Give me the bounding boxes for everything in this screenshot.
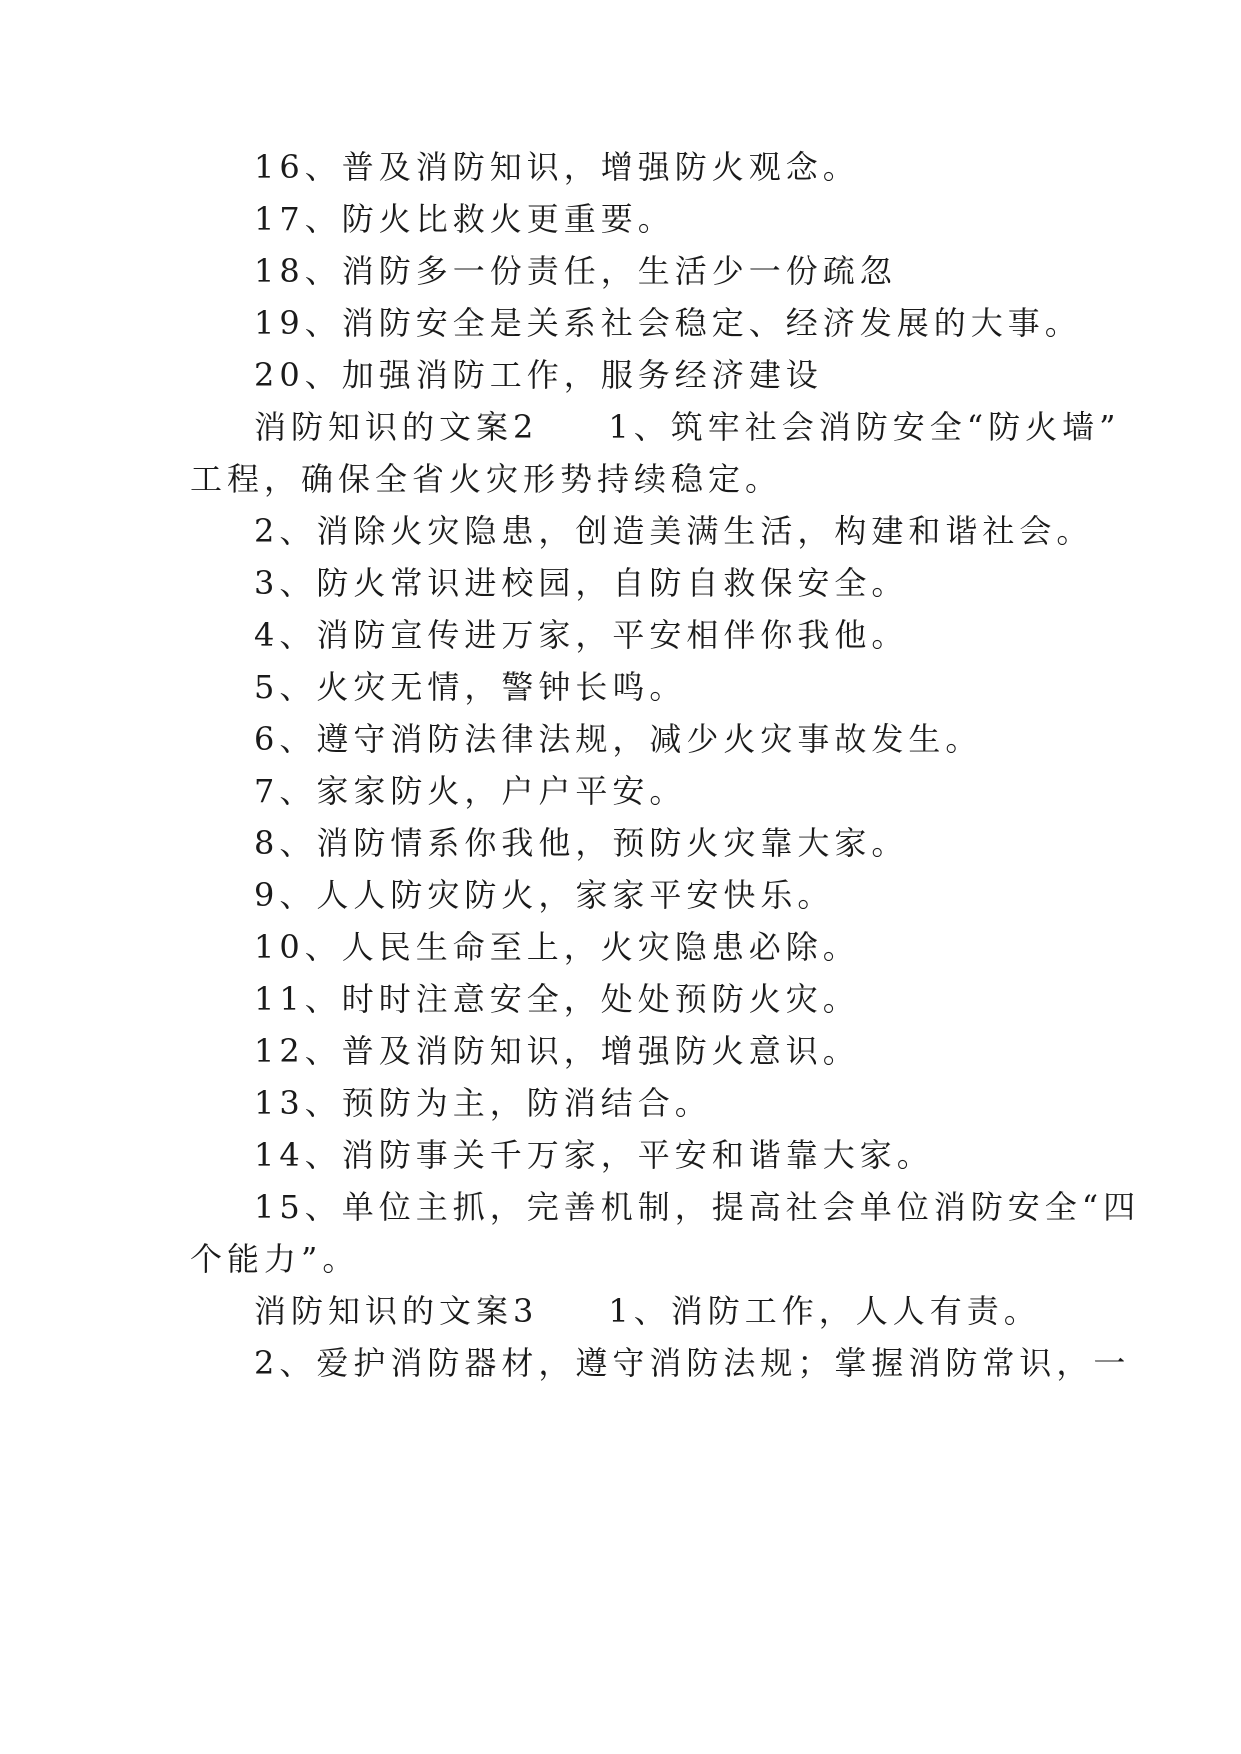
paragraph-line: 18、消防多一份责任，生活少一份疏忽 — [254, 252, 897, 290]
paragraph-line: 19、消防安全是关系社会稳定、经济发展的大事。 — [254, 304, 1082, 342]
paragraph-line: 2、消除火灾隐患，创造美满生活，构建和谐社会。 — [254, 512, 1094, 550]
paragraph-line: 4、消防宣传进万家，平安相伴你我他。 — [254, 616, 909, 654]
paragraph-line: 14、消防事关千万家，平安和谐靠大家。 — [254, 1136, 934, 1174]
paragraph-line: 个能力”。 — [190, 1240, 360, 1278]
paragraph-line: 15、单位主抓，完善机制，提高社会单位消防安全“四 — [254, 1188, 1141, 1226]
section-heading: 消防知识的文案3 — [254, 1292, 539, 1330]
paragraph-line: 7、家家防火，户户平安。 — [254, 772, 687, 810]
paragraph-text: 1、筑牢社会消防安全“防火墙” — [608, 408, 1121, 446]
paragraph-line: 5、火灾无情，警钟长鸣。 — [254, 668, 687, 706]
paragraph-text: 1、消防工作，人人有责。 — [608, 1292, 1041, 1330]
paragraph-line: 工程，确保全省火灾形势持续稳定。 — [190, 460, 783, 498]
paragraph-line: 6、遵守消防法律法规，减少火灾事故发生。 — [254, 720, 983, 758]
paragraph-line: 16、普及消防知识，增强防火观念。 — [254, 148, 860, 186]
paragraph-line: 13、预防为主，防消结合。 — [254, 1084, 712, 1122]
section-heading-line — [254, 407, 1134, 447]
paragraph-line: 20、加强消防工作，服务经济建设 — [254, 356, 823, 394]
section-heading: 消防知识的文案2 — [254, 408, 539, 446]
section-heading-line — [254, 1291, 1134, 1331]
paragraph-line: 10、人民生命至上，火灾隐患必除。 — [254, 928, 860, 966]
paragraph-line: 17、防火比救火更重要。 — [254, 200, 675, 238]
paragraph-line: 9、人人防灾防火，家家平安快乐。 — [254, 876, 835, 914]
paragraph-line: 8、消防情系你我他，预防火灾靠大家。 — [254, 824, 909, 862]
paragraph-line: 12、普及消防知识，增强防火意识。 — [254, 1032, 860, 1070]
paragraph-line: 3、防火常识进校园，自防自救保安全。 — [254, 564, 909, 602]
paragraph-line: 11、时时注意安全，处处预防火灾。 — [254, 980, 860, 1018]
paragraph-line: 2、爱护消防器材，遵守消防法规；掌握消防常识，一 — [254, 1344, 1131, 1382]
